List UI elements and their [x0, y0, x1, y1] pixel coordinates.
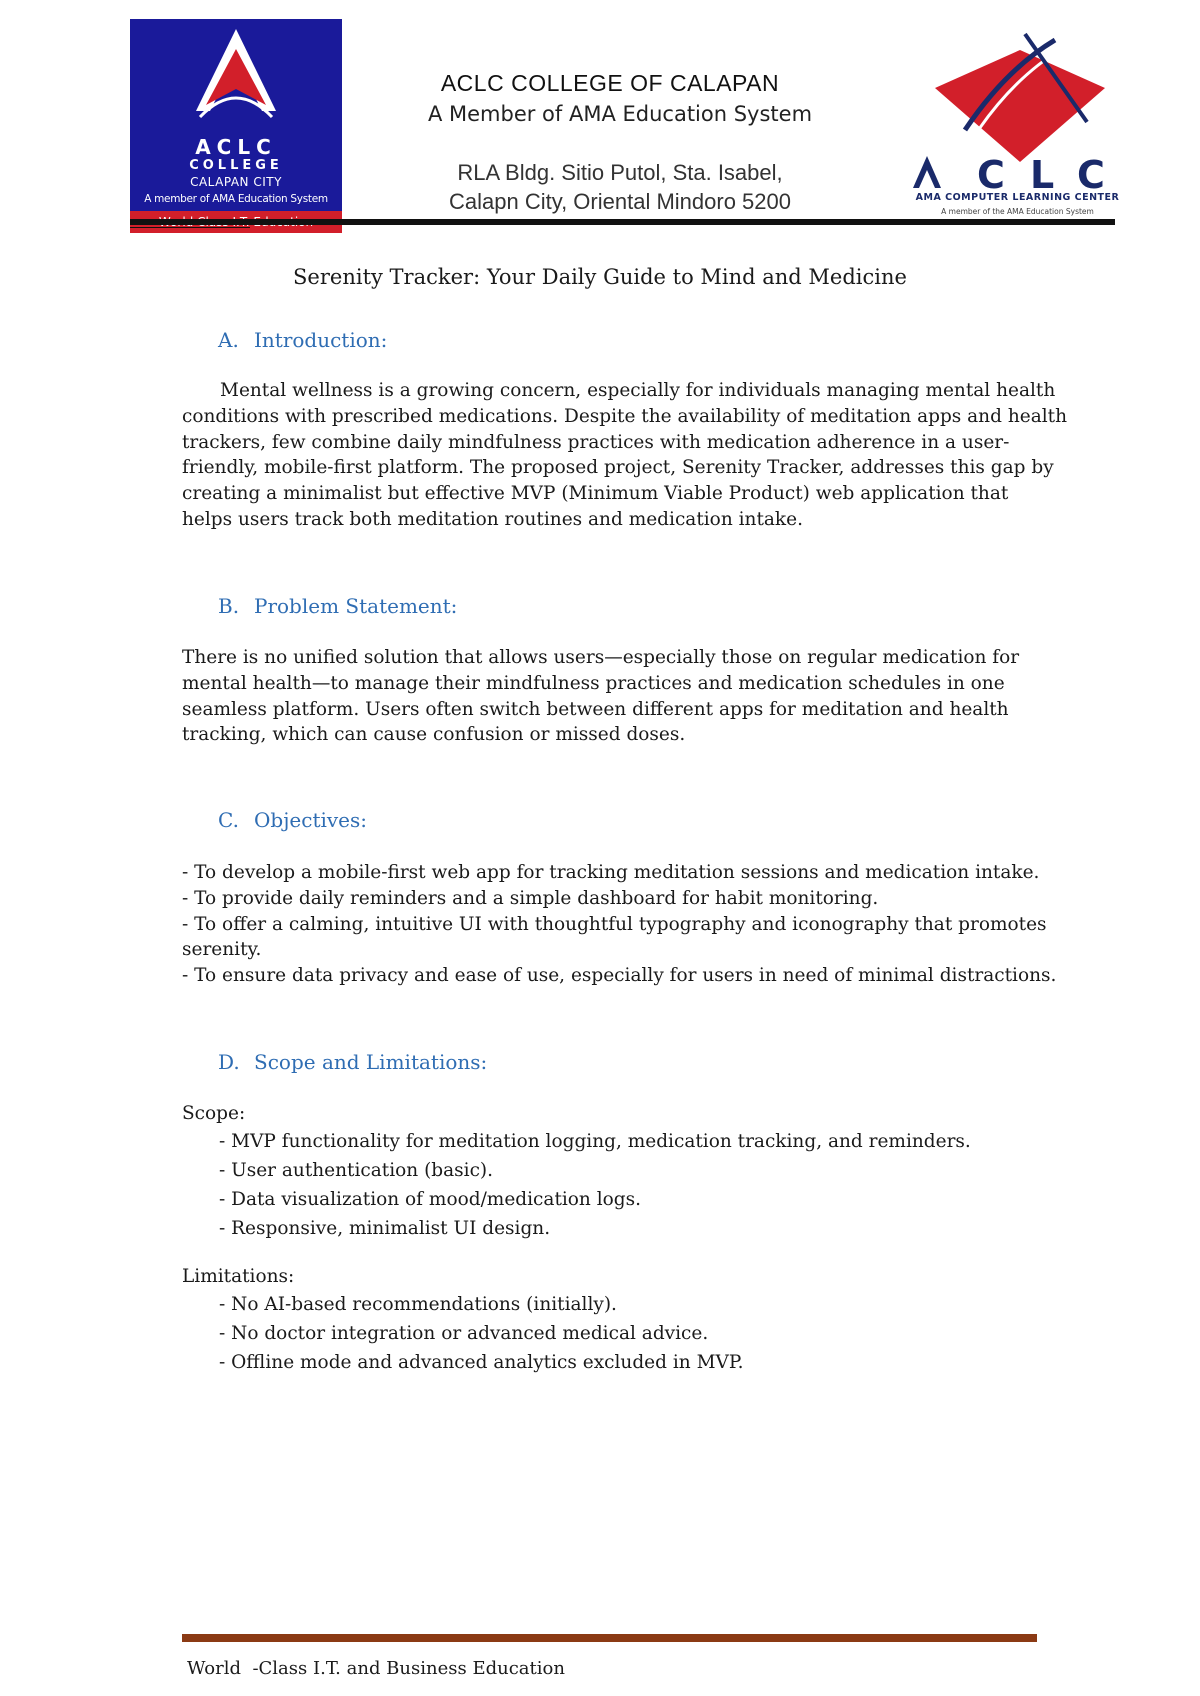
wordmark-c2: C [1077, 153, 1105, 197]
wordmark-c1: C [977, 153, 1005, 197]
logo-subcaption: A member of the AMA Education System [941, 207, 1094, 216]
objective-item-continuation: serenity. [182, 939, 262, 961]
scope-label: Scope: [182, 1103, 246, 1124]
paragraph-line: creating a minimalist but effective MVP (Minimum Viable Product) web application that [182, 483, 1009, 505]
paragraph-line: There is no unified solution that allows users—especially those on regular medication for [182, 647, 1020, 668]
aclc-triangle-icon [130, 19, 342, 139]
wordmark-l: L [1030, 153, 1055, 197]
header-divider-thin [130, 227, 250, 228]
limitation-item: - No doctor integration or advanced medical advice. [219, 1323, 709, 1344]
problem-statement-paragraph [182, 645, 1042, 748]
logo-aclc-text: ACLC [195, 135, 277, 159]
section-title: Problem Statement: [254, 594, 458, 618]
objectives-list [182, 860, 1057, 989]
objective-item: - To ensure data privacy and ease of use, especially for users in need of minimal distractions. [182, 965, 1057, 987]
paragraph-line: mental health—to manage their mindfulness practices and medication schedules in one [182, 672, 1005, 694]
address-line-1: RLA Bldg. Sitio Putol, Sta. Isabel, [457, 160, 783, 185]
member-line: A Member of AMA Education System [427, 102, 813, 126]
section-title: Scope and Limitations: [254, 1050, 488, 1074]
paragraph-line: helps users track both meditation routines and medication intake. [182, 508, 803, 530]
paragraph-line: Mental wellness is a growing concern, especially for individuals managing mental health [220, 380, 1056, 401]
section-d-heading [218, 1050, 487, 1074]
document-title: Serenity Tracker: Your Daily Guide to Mind and Medicine [293, 265, 907, 289]
scope-item: - Data visualization of mood/medication logs. [219, 1189, 641, 1210]
header-divider [130, 219, 1115, 225]
footer-divider [182, 1634, 1037, 1642]
aclc-college-logo [130, 19, 342, 219]
scope-item: - Responsive, minimalist UI design. [219, 1218, 551, 1239]
limitation-item: - Offline mode and advanced analytics excluded in MVP. [219, 1352, 744, 1373]
scope-item: - User authentication (basic). [219, 1160, 494, 1181]
logo-member-text: A member of AMA Education System [144, 193, 328, 205]
paragraph-line: trackers, few combine daily mindfulness practices with medication adherence in a user- [182, 431, 1010, 453]
paragraph-line: conditions with prescribed medications. Despite the availability of meditation apps and health [182, 405, 1067, 427]
scope-item: - MVP functionality for meditation logging, medication tracking, and reminders. [219, 1131, 971, 1152]
logo-caption: AMA COMPUTER LEARNING CENTER [915, 192, 1120, 203]
address-line-2: Calapn City, Oriental Mindoro 5200 [449, 189, 791, 214]
section-c-heading [218, 808, 367, 832]
aclc-learning-center-logo [905, 30, 1125, 220]
section-letter: D. [218, 1050, 240, 1074]
objective-item: - To develop a mobile-first web app for tracking meditation sessions and medication intake. [182, 862, 1040, 883]
section-title: Introduction: [254, 328, 388, 352]
section-a-heading [218, 328, 387, 352]
logo-city-text: CALAPAN CITY [190, 175, 282, 189]
section-letter: A. [218, 328, 239, 352]
section-letter: C. [218, 808, 239, 832]
limitation-item: - No AI-based recommendations (initially). [219, 1294, 617, 1315]
footer-tagline: World -Class I.T. and Business Education [187, 1658, 565, 1679]
section-letter: B. [218, 594, 240, 618]
paragraph-line: friendly, mobile-first platform. The proposed project, Serenity Tracker, addresses this gap by [182, 457, 1054, 479]
objective-item: - To provide daily reminders and a simple dashboard for habit monitoring. [182, 887, 879, 909]
college-name: ACLC COLLEGE OF CALAPAN [440, 70, 780, 96]
aclc-diamond-icon [905, 30, 1125, 197]
paragraph-line: seamless platform. Users often switch between different apps for meditation and health [182, 698, 1009, 720]
objective-item: - To offer a calming, intuitive UI with thoughtful typography and iconography that promotes [182, 913, 1047, 935]
section-b-heading [218, 594, 457, 618]
section-title: Objectives: [254, 808, 368, 832]
limitations-label: Limitations: [182, 1266, 295, 1287]
paragraph-line: tracking, which can cause confusion or missed doses. [182, 724, 686, 746]
introduction-paragraph [182, 378, 1067, 533]
logo-college-text: COLLEGE [189, 158, 283, 173]
